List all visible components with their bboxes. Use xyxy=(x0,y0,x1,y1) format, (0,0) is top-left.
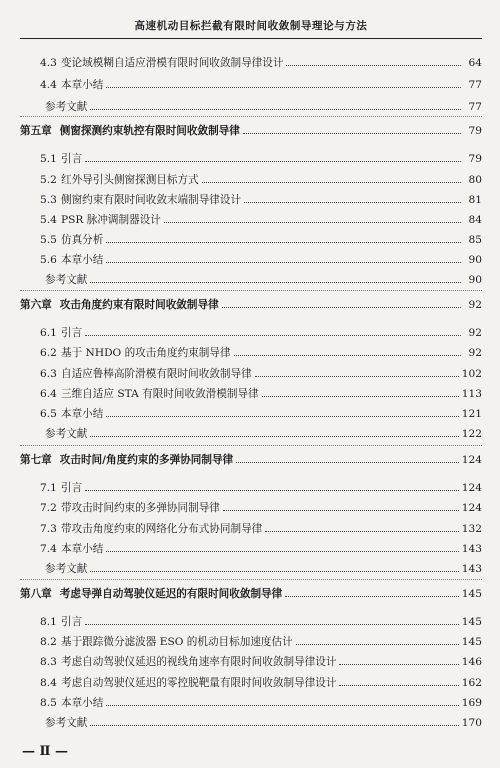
toc-page-number: 64 xyxy=(468,57,482,69)
toc-entry-title: 本章小结 xyxy=(61,697,104,709)
toc-page-number: 80 xyxy=(468,174,482,186)
toc-section-row[interactable] xyxy=(20,386,482,400)
toc-section-row[interactable] xyxy=(20,614,482,628)
toc-entry-title: 考虑导弹自动驾驶仪延迟的有限时间收敛制导律 xyxy=(59,588,283,600)
dot-leader xyxy=(236,452,459,463)
toc-section-row[interactable] xyxy=(20,232,482,246)
toc-page-number: 84 xyxy=(468,214,482,226)
toc-entry-number: 第八章 xyxy=(20,588,52,600)
chapter-separator xyxy=(20,445,482,446)
toc-section-row[interactable] xyxy=(20,212,482,226)
chapter-separator xyxy=(20,116,482,117)
toc-section-row[interactable] xyxy=(20,634,482,648)
toc-entry-number: 7.3 xyxy=(40,523,57,535)
toc-page-number: 90 xyxy=(468,254,482,266)
toc-page-number: 121 xyxy=(461,408,482,420)
dot-leader xyxy=(85,480,459,491)
toc-entry-title: 本章小结 xyxy=(61,79,104,91)
toc-page-number: 162 xyxy=(461,677,482,689)
toc-references-row[interactable] xyxy=(20,272,482,286)
toc-entry-number: 第五章 xyxy=(20,125,52,137)
toc-chapter-row[interactable] xyxy=(20,297,482,311)
dot-leader xyxy=(85,325,461,336)
toc-entry-number: 4.4 xyxy=(40,79,57,91)
toc-page-number: 170 xyxy=(461,717,482,729)
toc-entry-number: 7.2 xyxy=(40,502,57,514)
toc-chapter-row[interactable] xyxy=(20,123,482,137)
toc-entry-title: 带攻击角度约束的网络化分布式协同制导律 xyxy=(61,523,263,535)
toc-section-row[interactable] xyxy=(20,55,482,69)
dot-leader xyxy=(202,172,461,183)
dot-leader xyxy=(223,500,459,511)
dot-leader xyxy=(106,232,461,243)
toc-section-row[interactable] xyxy=(20,500,482,514)
toc-page-number: 77 xyxy=(468,101,482,113)
chapter-separator xyxy=(20,290,482,291)
toc-entry-title: 侧窗探测约束轨控有限时间收敛制导律 xyxy=(59,125,240,137)
toc-entry-title: 引言 xyxy=(61,153,83,165)
toc-entry-title: 基于跟踪微分滤波器 ESO 的机动目标加速度估计 xyxy=(61,636,293,648)
toc-page-number: 145 xyxy=(461,616,482,628)
dot-leader xyxy=(90,715,458,726)
dot-leader xyxy=(234,345,461,356)
dot-leader xyxy=(286,55,461,66)
toc-section-row[interactable] xyxy=(20,151,482,165)
toc-entry-title: 本章小结 xyxy=(61,408,104,420)
chapter-separator xyxy=(20,579,482,580)
toc-references-row[interactable] xyxy=(20,426,482,440)
toc-entry-number: 8.4 xyxy=(40,677,57,689)
toc-entry-number: 5.5 xyxy=(40,234,57,246)
dot-leader xyxy=(106,77,461,88)
dot-leader xyxy=(244,192,461,203)
toc-entry-number: 6.5 xyxy=(40,408,57,420)
dot-leader xyxy=(85,614,459,625)
toc-entry-number: 7.1 xyxy=(40,482,57,494)
toc-page-number: 124 xyxy=(461,502,482,514)
toc-entry-title: 自适应鲁棒高阶滑模有限时间收敛制导律 xyxy=(61,368,252,380)
toc-section-row[interactable] xyxy=(20,252,482,266)
running-header: 高速机动目标拦截有限时间收敛制导理论与方法 xyxy=(134,20,368,32)
toc-section-row[interactable] xyxy=(20,521,482,535)
toc-entry-title: 参考文献 xyxy=(45,428,88,440)
dot-leader xyxy=(90,272,461,283)
dot-leader xyxy=(255,366,459,377)
dot-leader xyxy=(285,586,459,597)
toc-entry-number: 5.6 xyxy=(40,254,57,266)
dot-leader xyxy=(90,426,458,437)
toc-entry-number: 8.3 xyxy=(40,656,57,668)
toc-entry-number: 6.4 xyxy=(40,388,57,400)
toc-section-row[interactable] xyxy=(20,325,482,339)
toc-entry-title: 本章小结 xyxy=(61,543,104,555)
toc-page-number: 90 xyxy=(468,274,482,286)
dot-leader xyxy=(262,386,459,397)
toc-page-number: 85 xyxy=(468,234,482,246)
toc-entry-title: 参考文献 xyxy=(45,717,88,729)
toc-entry-number: 7.4 xyxy=(40,543,57,555)
toc-page-number: 81 xyxy=(468,194,482,206)
toc-page-number: 92 xyxy=(468,327,482,339)
toc-references-row[interactable] xyxy=(20,561,482,575)
toc-page-number: 92 xyxy=(468,347,482,359)
dot-leader xyxy=(90,99,461,110)
toc-section-row[interactable] xyxy=(20,654,482,668)
toc-chapter-row[interactable] xyxy=(20,586,482,600)
toc-page-number: 79 xyxy=(468,125,482,137)
toc-entry-title: 红外导引头侧窗探测目标方式 xyxy=(61,174,199,186)
toc-section-row[interactable] xyxy=(20,366,482,380)
toc-page-number: 143 xyxy=(461,543,482,555)
toc-section-row[interactable] xyxy=(20,192,482,206)
toc-page-number: 145 xyxy=(461,588,482,600)
toc-page-number: 122 xyxy=(461,428,482,440)
toc-section-row[interactable] xyxy=(20,695,482,709)
dot-leader xyxy=(106,695,458,706)
toc-references-row[interactable] xyxy=(20,99,482,113)
toc-entry-title: 考虑自动驾驶仪延迟的视线角速率有限时间收敛制导律设计 xyxy=(61,656,337,668)
toc-page-number: 143 xyxy=(461,563,482,575)
toc-page-number: 79 xyxy=(468,153,482,165)
toc-page-number: 113 xyxy=(461,388,482,400)
dot-leader xyxy=(85,151,461,162)
toc-entry-number: 5.3 xyxy=(40,194,57,206)
toc-page-number: 124 xyxy=(461,454,482,466)
dot-leader xyxy=(106,252,461,263)
toc-entry-title: 引言 xyxy=(61,482,83,494)
toc-entry-number: 第七章 xyxy=(20,454,52,466)
toc-entry-title: 参考文献 xyxy=(45,101,88,113)
toc-page-number: 92 xyxy=(468,299,482,311)
toc-entry-title: 考虑自动驾驶仪延迟的零控脱靶量有限时间收敛制导律设计 xyxy=(61,677,337,689)
toc-entry-number: 5.4 xyxy=(40,214,57,226)
toc-page-number: 169 xyxy=(461,697,482,709)
toc-entry-title: 本章小结 xyxy=(61,254,104,266)
toc-section-row[interactable] xyxy=(20,541,482,555)
toc-page-number: 77 xyxy=(468,79,482,91)
toc-section-row[interactable] xyxy=(20,406,482,420)
toc-entry-title: 基于 NHDO 的攻击角度约束制导律 xyxy=(61,347,231,359)
dot-leader xyxy=(243,123,461,134)
dot-leader xyxy=(339,654,458,665)
toc-entry-number: 8.1 xyxy=(40,616,57,628)
toc-page-number: 146 xyxy=(461,656,482,668)
toc-page-number: 145 xyxy=(461,636,482,648)
toc-entry-number: 6.2 xyxy=(40,347,57,359)
toc-section-row[interactable] xyxy=(20,77,482,91)
toc-section-row[interactable] xyxy=(20,675,482,689)
toc-entry-number: 6.3 xyxy=(40,368,57,380)
toc-entry-number: 4.3 xyxy=(40,57,57,69)
dot-leader xyxy=(339,675,458,686)
toc-entry-title: 参考文献 xyxy=(45,274,88,286)
toc-entry-title: 仿真分析 xyxy=(61,234,104,246)
toc-section-row[interactable] xyxy=(20,480,482,494)
dot-leader xyxy=(90,561,458,572)
toc-entry-number: 5.1 xyxy=(40,153,57,165)
toc-entry-number: 第六章 xyxy=(20,299,52,311)
toc-references-row[interactable] xyxy=(20,715,482,729)
toc-entry-title: 引言 xyxy=(61,616,83,628)
dot-leader xyxy=(164,212,461,223)
dot-leader xyxy=(265,521,458,532)
toc-page-number: 132 xyxy=(461,523,482,535)
toc-entry-title: PSR 脉冲调制器设计 xyxy=(61,214,161,226)
dot-leader xyxy=(222,297,461,308)
dot-leader xyxy=(106,541,458,552)
toc-entry-number: 8.2 xyxy=(40,636,57,648)
toc-entry-number: 6.1 xyxy=(40,327,57,339)
dot-leader xyxy=(296,634,459,645)
toc-entry-number: 5.2 xyxy=(40,174,57,186)
toc-page-number: 102 xyxy=(461,368,482,380)
toc-entry-title: 攻击角度约束有限时间收敛制导律 xyxy=(59,299,219,311)
dot-leader xyxy=(106,406,458,417)
toc-entry-title: 引言 xyxy=(61,327,83,339)
toc-entry-number: 8.5 xyxy=(40,697,57,709)
toc-entry-title: 三维自适应 STA 有限时间收敛滑模制导律 xyxy=(61,388,259,400)
toc-entry-title: 侧窗约束有限时间收敛末端制导律设计 xyxy=(61,194,242,206)
toc-entry-title: 变论域模糊自适应滑模有限时间收敛制导律设计 xyxy=(61,57,284,69)
toc-entry-title: 带攻击时间约束的多弹协同制导律 xyxy=(61,502,220,514)
page-number: — Ⅱ — xyxy=(22,744,69,759)
toc-chapter-row[interactable] xyxy=(20,452,482,466)
header-rule xyxy=(20,38,482,39)
toc-page-number: 124 xyxy=(461,482,482,494)
toc-section-row[interactable] xyxy=(20,345,482,359)
toc-entry-title: 攻击时间/角度约束的多弹协同制导律 xyxy=(59,454,234,466)
toc-entry-title: 参考文献 xyxy=(45,563,88,575)
toc-section-row[interactable] xyxy=(20,172,482,186)
